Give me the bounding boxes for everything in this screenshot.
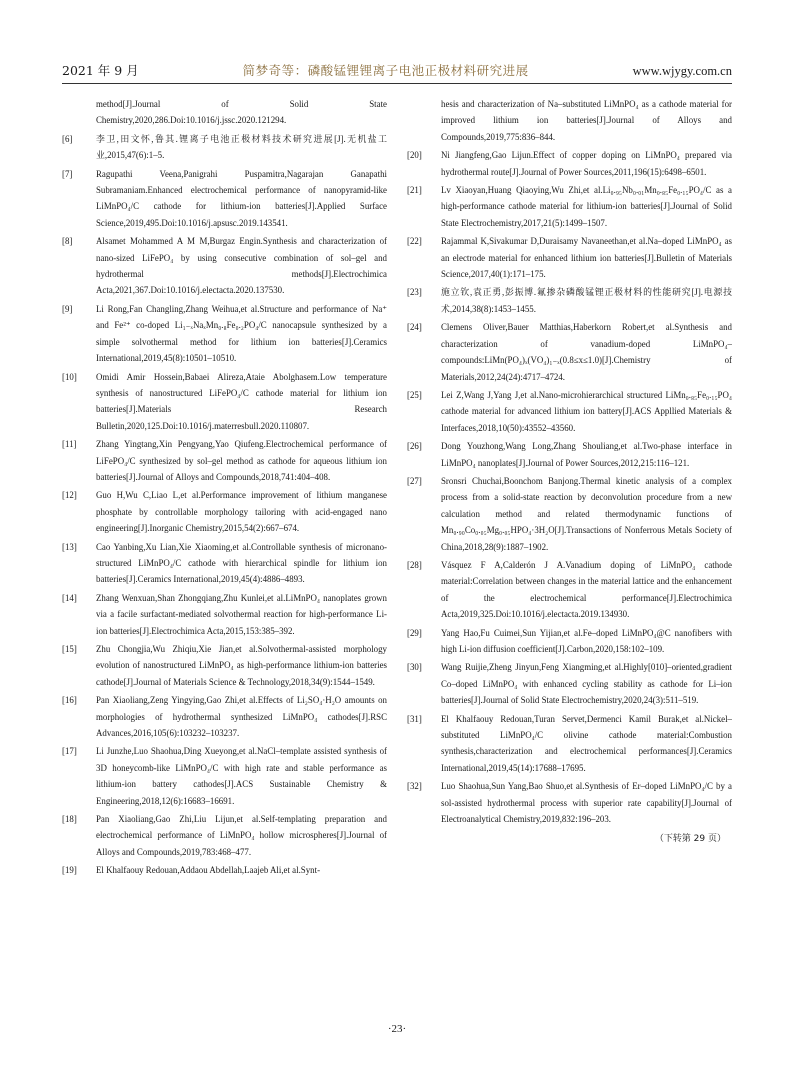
reference-text: Lv Xiaoyan,Huang Qiaoying,Wu Zhi,et al.Li₀.₉₅Nb₀.₀₁Mn₀.₈₅Fe₀.₁₅PO₄/C as a high-performance cathode material for lithium-ion batteries[J].Journal of Solid State Electrochemistry,2017,21(5):1499–1507. bbox=[441, 185, 732, 228]
reference-number: [16] bbox=[62, 695, 77, 706]
reference-item bbox=[407, 96, 732, 145]
reference-text: method[J].Journal of Solid State Chemistry,2020,286.Doi:10.1016/j.jssc.2020.121294. bbox=[96, 99, 387, 126]
reference-text: Zhu Chongjia,Wu Zhiqiu,Xie Jian,et al.Solvothermal-assisted morphology evolution of nanostructured LiMnPO₄ as high-performance lithium-ion batteries cathode[J].Journal of Materials Science & Technology,2018,34(9):1544–1549. bbox=[96, 644, 387, 687]
reference-number: [12] bbox=[62, 490, 77, 501]
reference-text: Pan Xiaoliang,Gao Zhi,Liu Lijun,et al.Self-templating preparation and electrochemical performance of LiMnPO₄ hollow microspheres[J].Journal of Alloys and Compounds,2019,783:468–477. bbox=[96, 814, 387, 857]
reference-item bbox=[407, 625, 732, 658]
reference-columns bbox=[62, 96, 732, 1017]
reference-text: El Khalfaouy Redouan,Addaou Abdellah,Laajeb Ali,et al.Synt- bbox=[96, 865, 321, 876]
reference-number: [25] bbox=[407, 389, 422, 400]
reference-item bbox=[62, 233, 387, 299]
reference-text: Guo H,Wu C,Liao L,et al.Performance improvement of lithium manganese phosphate by controllable morphology tailoring with acid-engaged nano engineering[J].Inorganic Chemistry,2015,54(2):667–674. bbox=[96, 490, 387, 534]
reference-number: [30] bbox=[407, 662, 422, 673]
reference-number: [22] bbox=[407, 236, 422, 247]
reference-number: [19] bbox=[62, 865, 77, 876]
reference-number: [21] bbox=[407, 185, 422, 196]
reference-item bbox=[62, 811, 387, 860]
reference-number: [23] bbox=[407, 287, 422, 298]
reference-text: Pan Xiaoliang,Zeng Yingying,Gao Zhi,et al.Effects of Li₂SO₄·H₂O amounts on morphologies of hydrothermal synthesized LiMnPO₄ cathodes[J].RSC Advances,2016,105(6):103232–103237. bbox=[96, 695, 387, 739]
reference-text: Ragupathi Veena,Panigrahi Puspamitra,Nagarajan Ganapathi Subramaniam.Enhanced electrochemical performance of nanopyramid-like LiMnPO₄/C cathode for lithium-ion batteries[J].Applied Surface Science,2019,495.Doi:10.1016/j.apsusc.2019.143541. bbox=[96, 168, 387, 228]
right-column bbox=[407, 96, 732, 1017]
reference-number: [11] bbox=[62, 439, 77, 450]
reference-item bbox=[62, 539, 387, 588]
reference-item bbox=[407, 659, 732, 708]
reference-number: [32] bbox=[407, 781, 422, 792]
page-header bbox=[62, 58, 732, 84]
reference-item bbox=[62, 96, 387, 129]
reference-text: Wang Ruijie,Zheng Jinyun,Feng Xiangming,et al.Highly[010]–oriented,gradient Co–doped LiMnPO₄ with enhanced cycling stability as cathode for Li–ion batteries[J].Journal of Solid State Electrochemistry,2020,24(3):511–519. bbox=[441, 662, 732, 706]
reference-item bbox=[62, 743, 387, 809]
reference-number: [8] bbox=[62, 236, 73, 247]
reference-number: [31] bbox=[407, 713, 422, 724]
reference-number: [15] bbox=[62, 644, 77, 654]
reference-number: [7] bbox=[62, 168, 73, 179]
reference-text: Alsamet Mohammed A M M,Burgaz Engin.Synthesis and characterization of nano-sized LiFePO₄ by using consecutive combination of sol–gel and hydrothermal methods[J].Electrochimica Acta,2021,367.Doi:10.1016/j.electacta.2020.137530. bbox=[96, 236, 387, 296]
reference-item bbox=[62, 436, 387, 485]
reference-text: Omidi Amir Hossein,Babaei Alireza,Ataie Abolghasem.Low temperature synthesis of nanostructured LiFePO₄/C cathode material for lithium ion batteries[J].Materials Research Bulletin,2020,125.Doi:10.1016/j.materresbull.2020.110807. bbox=[96, 371, 387, 431]
reference-number: [13] bbox=[62, 541, 77, 552]
reference-text: Li Rong,Fan Changling,Zhang Weihua,et al.Structure and performance of Na⁺ and Fe²⁺ co-doped Li₁₋ₓNaₓMn₀.₈Fe₀.₂PO₄/C nanocapsule synthesized by a simple solvothermal method for lithium ion batteries[J].Ceramics International,2019,45(8):10501–10510. bbox=[96, 303, 387, 364]
reference-text: Vásquez F A,Calderón J A.Vanadium doping of LiMnPO₄ cathode material:Correlation between changes in the material lattice and the enhancement of the electrochemical performance[J].Electrochimica Acta,2019,325.Doi:10.1016/j.electacta.2019.134930. bbox=[441, 559, 732, 620]
reference-number: [17] bbox=[62, 746, 77, 757]
reference-item bbox=[62, 641, 387, 690]
reference-number: [24] bbox=[407, 322, 422, 333]
reference-item bbox=[407, 182, 732, 231]
reference-item bbox=[62, 166, 387, 232]
reference-number: [6] bbox=[62, 133, 73, 144]
reference-item bbox=[407, 473, 732, 555]
reference-number: [10] bbox=[62, 371, 77, 382]
reference-text: Cao Yanbing,Xu Lian,Xie Xiaoming,et al.Controllable synthesis of micronano-structured LiMnPO₄/C cathode with hierarchical spindle for lithium ion batteries[J].Ceramics International,2019,45(4):4886–4893. bbox=[96, 541, 387, 585]
reference-item bbox=[62, 590, 387, 639]
reference-number: [18] bbox=[62, 814, 77, 825]
reference-number: [26] bbox=[407, 441, 422, 452]
left-column bbox=[62, 96, 387, 1017]
reference-item bbox=[407, 284, 732, 317]
reference-number: [27] bbox=[407, 475, 422, 486]
reference-number: [14] bbox=[62, 592, 77, 603]
reference-text: 李卫,田文怀,鲁其.锂离子电池正极材料技术研究进展[J].无机盐工业,2015,47(6):1–5. bbox=[96, 133, 387, 161]
reference-item bbox=[62, 692, 387, 741]
reference-item bbox=[62, 369, 387, 435]
reference-text: Zhang Wenxuan,Shan Zhongqiang,Zhu Kunlei,et al.LiMnPO₄ nanoplates grown via a facile surfactant-mediated solvothermal reaction for high-performance Li-ion batteries[J].Electrochimica Acta,2015,153:385–392. bbox=[96, 592, 387, 636]
reference-item bbox=[407, 778, 732, 827]
reference-text: Luo Shaohua,Sun Yang,Bao Shuo,et al.Synthesis of Er–doped LiMnPO₄/C by a sol-assisted hydrothermal process with superior rate capability[J].Journal of Electroanalytical Chemistry,2019,832:196–203. bbox=[441, 781, 732, 825]
reference-item bbox=[407, 438, 732, 471]
reference-text: El Khalfaouy Redouan,Turan Servet,Dermenci Kamil Burak,et al.Nickel–substituted LiMnPO₄/C olivine cathode material:Combustion synthesis,characterization and electrochemical performances[J].Ceramics International,2019,45(14):17688–17695. bbox=[441, 713, 732, 773]
header-website: www.wjygy.com.cn bbox=[632, 64, 732, 78]
reference-number: [9] bbox=[62, 303, 73, 314]
reference-item bbox=[62, 862, 387, 878]
reference-item bbox=[407, 147, 732, 180]
reference-item bbox=[62, 487, 387, 536]
header-running-title: 简梦奇等：磷酸锰锂锂离子电池正极材料研究进展 bbox=[242, 63, 529, 78]
reference-text: Sronsri Chuchai,Boonchom Banjong.Thermal kinetic analysis of a complex process from a solid-state reaction by deconvolution procedure from a new calculation method and related thermodynamic functions of Mn₀.₉₀Co₀.₀₅Mg₀.₀₅HPO₄·3H₂O[J].Transactions of Nonferrous Metals Society of China,2018,28(9):1887–1902. bbox=[441, 475, 732, 552]
reference-text: Dong Youzhong,Wang Long,Zhang Shouliang,et al.Two-phase interface in LiMnPO₄ nanoplates[J].Journal of Power Sources,2012,215:116–121. bbox=[441, 441, 732, 468]
reference-number: [28] bbox=[407, 559, 422, 570]
reference-item bbox=[407, 319, 732, 385]
reference-text: Lei Z,Wang J,Yang J,et al.Nano-microhierarchical structured LiMn₀.₈₅Fe₀.₁₅PO₄ cathode material for advanced lithium ion battery[J].ACS Appllied Materials & Interfaces,2018,10(50):43552–43560. bbox=[441, 389, 732, 433]
continued-note: （下转第 29 页） bbox=[654, 834, 726, 845]
reference-text: Clemens Oliver,Bauer Matthias,Haberkorn Robert,et al.Synthesis and characterization of vanadium-doped LiMnPO₄–compounds:LiMn(PO₄)ₓ(VO₄)₁₋ₓ(0.8≤x≤1.0)[J].Chemistry of Materials,2012,24(24):4717–4724. bbox=[441, 322, 732, 382]
reference-text: 施立钦,袁正勇,彭振博.氟掺杂磷酸锰锂正极材料的性能研究[J].电源技术,2014,38(8):1453–1455. bbox=[441, 287, 732, 314]
reference-text: Yang Hao,Fu Cuimei,Sun Yijian,et al.Fe–doped LiMnPO₄@C nanofibers with high Li-ion diffusion coefficient[J].Carbon,2020,158:102–109. bbox=[441, 627, 732, 654]
reference-item bbox=[407, 711, 732, 777]
reference-item bbox=[62, 301, 387, 367]
reference-text: Zhang Yingtang,Xin Pengyang,Yao Qiufeng.Electrochemical performance of LiFePO₄/C synthesized by sol–gel method as cathode for aqueous lithium ion batteries[J].Journal of Alloys and Compounds,2018,741:404–408. bbox=[96, 439, 387, 482]
reference-text: Li Junzhe,Luo Shaohua,Ding Xueyong,et al.NaCl–template assisted synthesis of 3D honeycomb-like LiMnPO₄/C with high rate and stable performance as lithium-ion battery cathodes[J].ACS Sustainable Chemistry & Engineering,2018,12(6):16683–16691. bbox=[96, 746, 387, 806]
header-date: 2021 年 9 月 bbox=[62, 63, 139, 78]
reference-item bbox=[407, 557, 732, 623]
reference-number: [29] bbox=[407, 627, 422, 638]
reference-text: hesis and characterization of Na–substituted LiMnPO₄ as a cathode material for improved lithium ion batteries[J].Journal of Alloys and Compounds,2019,775:836–844. bbox=[441, 99, 732, 142]
reference-number: [20] bbox=[407, 150, 422, 161]
reference-text: Ni Jiangfeng,Gao Lijun.Effect of copper doping on LiMnPO₄ prepared via hydrothermal route[J].Journal of Power Sources,2011,196(15):6498–6501. bbox=[441, 150, 732, 177]
reference-item bbox=[407, 387, 732, 436]
page-number: ·23· bbox=[387, 1023, 407, 1035]
reference-item bbox=[407, 233, 732, 282]
reference-item bbox=[62, 131, 387, 164]
reference-text: Rajammal K,Sivakumar D,Duraisamy Navaneethan,et al.Na–doped LiMnPO₄ as an electrode material for enhanced lithium ion batteries[J].Bulletin of Materials Science,2017,40(1):171–175. bbox=[441, 236, 732, 280]
